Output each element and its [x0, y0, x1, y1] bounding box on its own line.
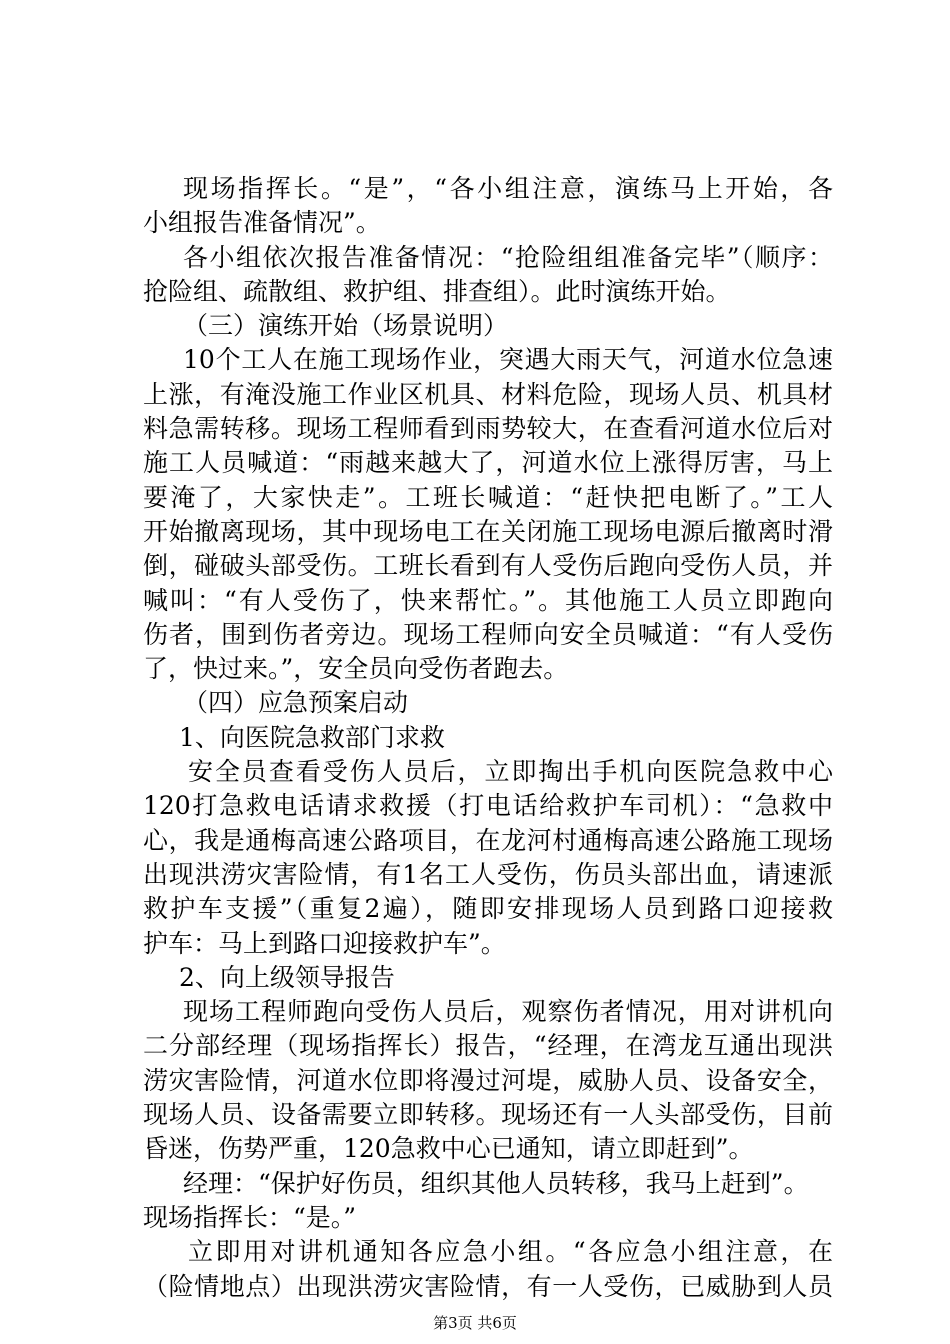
- text-line: 救护车支援”（重复2遍），随即安排现场人员到路口迎接救: [143, 894, 833, 924]
- text-line: 喊叫：“有人受伤了，快来帮忙。”。其他施工人员立即跑向: [143, 585, 833, 615]
- text-line: 心，我是通梅高速公路项目，在龙河村通梅高速公路施工现场: [143, 825, 833, 855]
- text-line: 涝灾害险情，河道水位即将漫过河堤，威胁人员、设备安全，: [143, 1065, 833, 1095]
- text-line: 护车：马上到路口迎接救护车”。: [143, 928, 506, 958]
- text-line: 伤者，围到伤者旁边。现场工程师向安全员喊道：“有人受伤: [143, 619, 833, 649]
- text-line: 现场人员、设备需要立即转移。现场还有一人头部受伤，目前: [143, 1100, 833, 1130]
- body-text: [143, 172, 833, 1304]
- text-line: 要淹了，大家快走”。工班长喊道：“赶快把电断了。”工人: [143, 482, 833, 512]
- text-line: 小组报告准备情况”。: [143, 208, 381, 238]
- text-line: 料急需转移。现场工程师看到雨势较大，在查看河道水位后对: [143, 414, 833, 444]
- text-line: 二分部经理（现场指挥长）报告，“经理，在湾龙互通出现洪: [143, 1031, 833, 1061]
- text-line: 施工人员喊道：“雨越来越大了，河道水位上涨得厉害，马上: [143, 448, 833, 478]
- section-heading: （四）应急预案启动: [183, 688, 409, 718]
- subsection-heading: 2、向上级领导报告: [179, 962, 395, 992]
- text-line: 现场指挥长。“是”，“各小组注意，演练马上开始，各: [183, 174, 833, 203]
- text-line: 上涨，有淹没施工作业区机具、材料危险，现场人员、机具材: [143, 379, 833, 409]
- page-footer: 第3页 共6页: [433, 1314, 517, 1332]
- text-line: 各小组依次报告准备情况：“抢险组组准备完毕”（顺序：: [183, 242, 833, 272]
- text-line: 10个工人在施工现场作业，突遇大雨天气，河道水位急速: [183, 345, 833, 375]
- text-line: 经理：“保护好伤员，组织其他人员转移，我马上赶到”。: [183, 1168, 809, 1198]
- text-line: （险情地点）出现洪涝灾害险情，有一人受伤，已威胁到人员: [143, 1271, 833, 1301]
- text-line: 抢险组、疏散组、救护组、排查组）。此时演练开始。: [143, 276, 731, 306]
- subsection-heading: 1、向医院急救部门求救: [179, 722, 445, 752]
- text-line: 出现洪涝灾害险情，有1名工人受伤，伤员头部出血，请速派: [143, 859, 833, 889]
- text-line: 开始撤离现场，其中现场电工在关闭施工现场电源后撤离时滑: [143, 516, 833, 546]
- text-line: 昏迷，伤势严重，120急救中心已通知，请立即赶到”。: [143, 1134, 754, 1164]
- text-line: 120打急救电话请求救援（打电话给救护车司机）：“急救中: [143, 791, 833, 821]
- text-line: 了，快过来。”，安全员向受伤者跑去。: [143, 654, 569, 684]
- text-line: 立即用对讲机通知各应急小组。“各应急小组注意，在: [188, 1237, 833, 1267]
- text-line: 现场指挥长：“是。”: [143, 1202, 357, 1232]
- section-heading: （三）演练开始（场景说明）: [183, 311, 509, 341]
- text-line: 安全员查看受伤人员后，立即掏出手机向医院急救中心: [188, 757, 833, 787]
- text-line: 现场工程师跑向受伤人员后，观察伤者情况，用对讲机向: [183, 997, 833, 1027]
- text-line: 倒，碰破头部受伤。工班长看到有人受伤后跑向受伤人员，并: [143, 551, 833, 581]
